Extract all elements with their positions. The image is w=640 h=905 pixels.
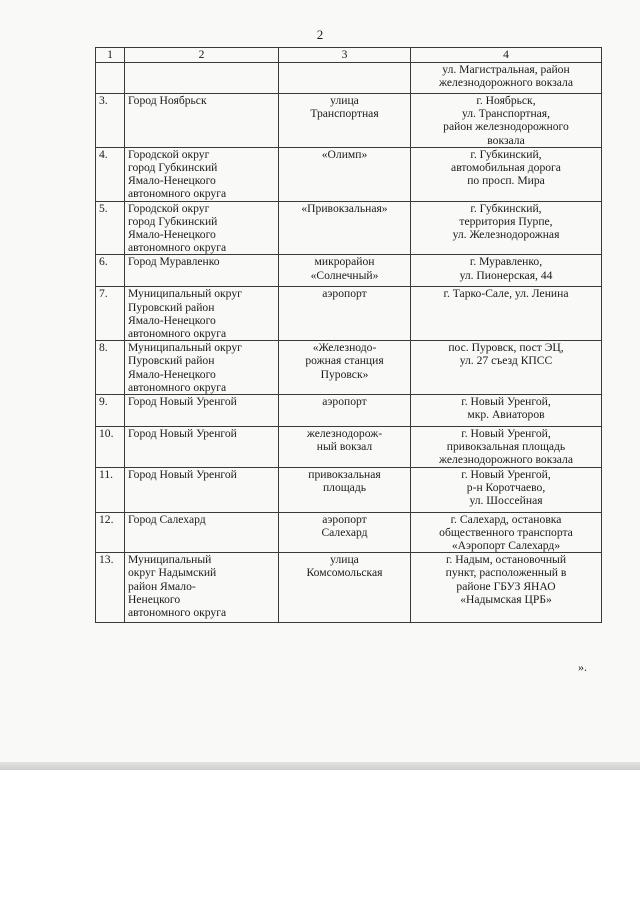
header-cell-1: 1: [96, 48, 125, 63]
row-number-cell: 13.: [96, 553, 125, 623]
table-row: [96, 201, 602, 255]
scan-edge: [0, 762, 640, 770]
row-number-cell: 9.: [96, 395, 125, 427]
row-number-cell: 4.: [96, 147, 125, 201]
address-line: г. Новый Уренгой,: [461, 467, 551, 481]
stop-name-line: аэропорт: [322, 287, 367, 301]
address-line: районе ГБУЗ ЯНАО: [456, 579, 556, 593]
municipality-line: Муниципальный округ: [128, 341, 242, 355]
address-line: ул. Пионерская, 44: [459, 268, 553, 282]
stop-name-cell: [279, 287, 411, 341]
municipality-cell: [125, 287, 279, 341]
municipality-line: автономного округа: [128, 327, 227, 341]
address-line: ул. Шоссейная: [469, 494, 543, 508]
municipality-line: автономного округа: [128, 380, 227, 394]
stop-name-cell: [279, 255, 411, 287]
address-line: по просп. Мира: [467, 174, 545, 188]
table-row: [96, 467, 602, 512]
address-line: г. Новый Уренгой,: [461, 395, 551, 409]
table-row: [96, 63, 602, 94]
municipality-line: автономного округа: [128, 187, 227, 201]
address-cell: [411, 395, 602, 427]
stop-name-line: «Олимп»: [321, 147, 368, 161]
address-line: привокзальная площадь: [446, 440, 566, 454]
municipality-line: округ Надымский: [128, 566, 217, 580]
stop-name-cell: [279, 553, 411, 623]
municipality-line: Ямало-Ненецкого: [128, 367, 216, 381]
stop-name-line: железнодорож-: [306, 427, 383, 441]
page-number: 2: [316, 27, 324, 42]
row-number-cell: 8.: [96, 341, 125, 395]
municipality-line: Город Салехард: [128, 512, 206, 526]
municipality-line: Муниципальный округ: [128, 287, 242, 301]
address-line: вокзала: [487, 133, 525, 147]
municipality-cell: [125, 255, 279, 287]
stop-name-line: Комсомольская: [306, 566, 383, 580]
municipality-line: Муниципальный: [128, 553, 212, 567]
municipality-line: Город Новый Уренгой: [128, 427, 237, 441]
stop-name-cell: [279, 147, 411, 201]
municipality-line: Ямало-Ненецкого: [128, 228, 216, 242]
stop-name-cell: [279, 341, 411, 395]
address-cell: [411, 255, 602, 287]
table-row: [96, 341, 602, 395]
stop-name-line: аэропорт: [322, 512, 367, 526]
address-cell: [411, 341, 602, 395]
stop-name-line: рожная станция: [305, 354, 384, 368]
address-line: район железнодорожного: [443, 120, 569, 134]
municipality-line: автономного округа: [128, 606, 227, 620]
address-line: г. Губкинский,: [470, 147, 542, 161]
stop-name-line: улица: [330, 94, 359, 107]
stop-name-cell: [279, 63, 411, 94]
municipality-line: город Губкинский: [128, 161, 218, 175]
stop-name-cell: [279, 201, 411, 255]
municipality-line: район Ямало-: [128, 579, 196, 593]
address-line: территория Пурпе,: [459, 214, 553, 228]
table-row: [96, 395, 602, 427]
address-line: ул. 27 съезд КПСС: [459, 354, 553, 368]
address-cell: [411, 553, 602, 623]
municipality-cell: [125, 553, 279, 623]
municipality-line: Город Муравленко: [128, 255, 220, 269]
address-line: ул. Магистральная, район: [442, 63, 570, 76]
municipality-cell: [125, 94, 279, 148]
stop-name-line: Транспортная: [310, 107, 379, 121]
address-cell: [411, 63, 602, 94]
address-cell: [411, 147, 602, 201]
address-cell: [411, 287, 602, 341]
address-line: автомобильная дорога: [451, 161, 561, 175]
municipality-cell: [125, 63, 279, 94]
address-line: ул. Железнодорожная: [452, 228, 560, 242]
table-row: [96, 553, 602, 623]
address-line: пункт, расположенный в: [445, 566, 567, 580]
stop-name-line: улица: [330, 553, 359, 567]
row-number-cell: [96, 63, 125, 94]
municipality-cell: [125, 201, 279, 255]
municipality-line: Город Ноябрьск: [128, 94, 207, 107]
stop-name-line: Салехард: [321, 525, 368, 539]
address-line: г. Тарко-Сале, ул. Ленина: [443, 287, 569, 301]
table-row: [96, 287, 602, 341]
address-cell: [411, 201, 602, 255]
stop-name-cell: [279, 395, 411, 427]
stop-name-line: «Солнечный»: [310, 268, 379, 282]
stop-name-line: привокзальная: [308, 467, 381, 481]
header-cell-2: 2: [125, 48, 279, 63]
address-line: «Аэропорт Салехард»: [451, 539, 561, 553]
address-line: «Надымская ЦРБ»: [460, 592, 552, 606]
table-body: [96, 48, 602, 623]
stop-name-cell: [279, 94, 411, 148]
address-line: г. Ноябрьск,: [476, 94, 536, 107]
row-number-cell: 7.: [96, 287, 125, 341]
address-cell: [411, 427, 602, 468]
address-line: г. Новый Уренгой,: [461, 427, 551, 441]
address-line: железнодорожного вокзала: [439, 453, 573, 467]
municipality-line: Город Новый Уренгой: [128, 467, 237, 481]
stop-name-line: Пуровск»: [320, 367, 369, 381]
address-line: г. Муравленко,: [469, 255, 543, 269]
municipality-cell: [125, 467, 279, 512]
address-cell: [411, 94, 602, 148]
stop-name-line: площадь: [322, 480, 367, 494]
stop-name-cell: [279, 512, 411, 553]
address-line: мкр. Авиаторов: [467, 408, 545, 422]
table-row: [96, 255, 602, 287]
row-number-cell: 11.: [96, 467, 125, 512]
municipality-line: город Губкинский: [128, 214, 218, 228]
municipality-cell: [125, 395, 279, 427]
header-cell-4: 4: [411, 48, 602, 63]
stop-name-line: ный вокзал: [316, 440, 373, 454]
municipality-cell: [125, 427, 279, 468]
document-table: [95, 47, 602, 623]
stop-name-line: микрорайон: [314, 255, 375, 269]
stop-name-line: аэропорт: [322, 395, 367, 409]
municipality-line: Городской округ: [128, 147, 210, 161]
table-row: [96, 147, 602, 201]
municipality-line: Ямало-Ненецкого: [128, 174, 216, 188]
row-number-cell: 3.: [96, 94, 125, 148]
municipality-cell: [125, 147, 279, 201]
municipality-cell: [125, 341, 279, 395]
row-number-cell: 12.: [96, 512, 125, 553]
municipality-line: Пуровский район: [128, 354, 215, 368]
closing-quote-mark: ».: [578, 660, 587, 674]
address-line: пос. Пуровск, пост ЭЦ,: [448, 341, 564, 355]
row-number-cell: 5.: [96, 201, 125, 255]
header-cell-3: 3: [279, 48, 411, 63]
municipality-cell: [125, 512, 279, 553]
municipality-line: Городской округ: [128, 201, 210, 215]
table-row: [96, 512, 602, 553]
stop-name-line: «Железнодо-: [312, 341, 377, 355]
row-number-cell: 10.: [96, 427, 125, 468]
address-line: г. Салехард, остановка: [450, 512, 562, 526]
stop-name-cell: [279, 427, 411, 468]
municipality-line: Город Новый Уренгой: [128, 395, 237, 409]
address-line: р-н Коротчаево,: [466, 480, 546, 494]
address-line: г. Губкинский,: [470, 201, 542, 215]
municipality-line: Ямало-Ненецкого: [128, 313, 216, 327]
municipality-line: автономного округа: [128, 241, 227, 255]
stop-name-cell: [279, 467, 411, 512]
stop-name-line: «Привокзальная»: [301, 201, 388, 215]
municipality-line: Ненецкого: [128, 592, 181, 606]
table-row: [96, 427, 602, 468]
address-line: г. Надым, остановочный: [445, 553, 567, 567]
address-cell: [411, 467, 602, 512]
municipality-line: Пуровский район: [128, 300, 215, 314]
address-line: ул. Транспортная,: [461, 107, 551, 121]
table-header-row: [96, 48, 602, 63]
address-cell: [411, 512, 602, 553]
table-row: [96, 94, 602, 148]
address-line: общественного транспорта: [439, 525, 573, 539]
row-number-cell: 6.: [96, 255, 125, 287]
address-line: железнодорожного вокзала: [439, 76, 573, 90]
